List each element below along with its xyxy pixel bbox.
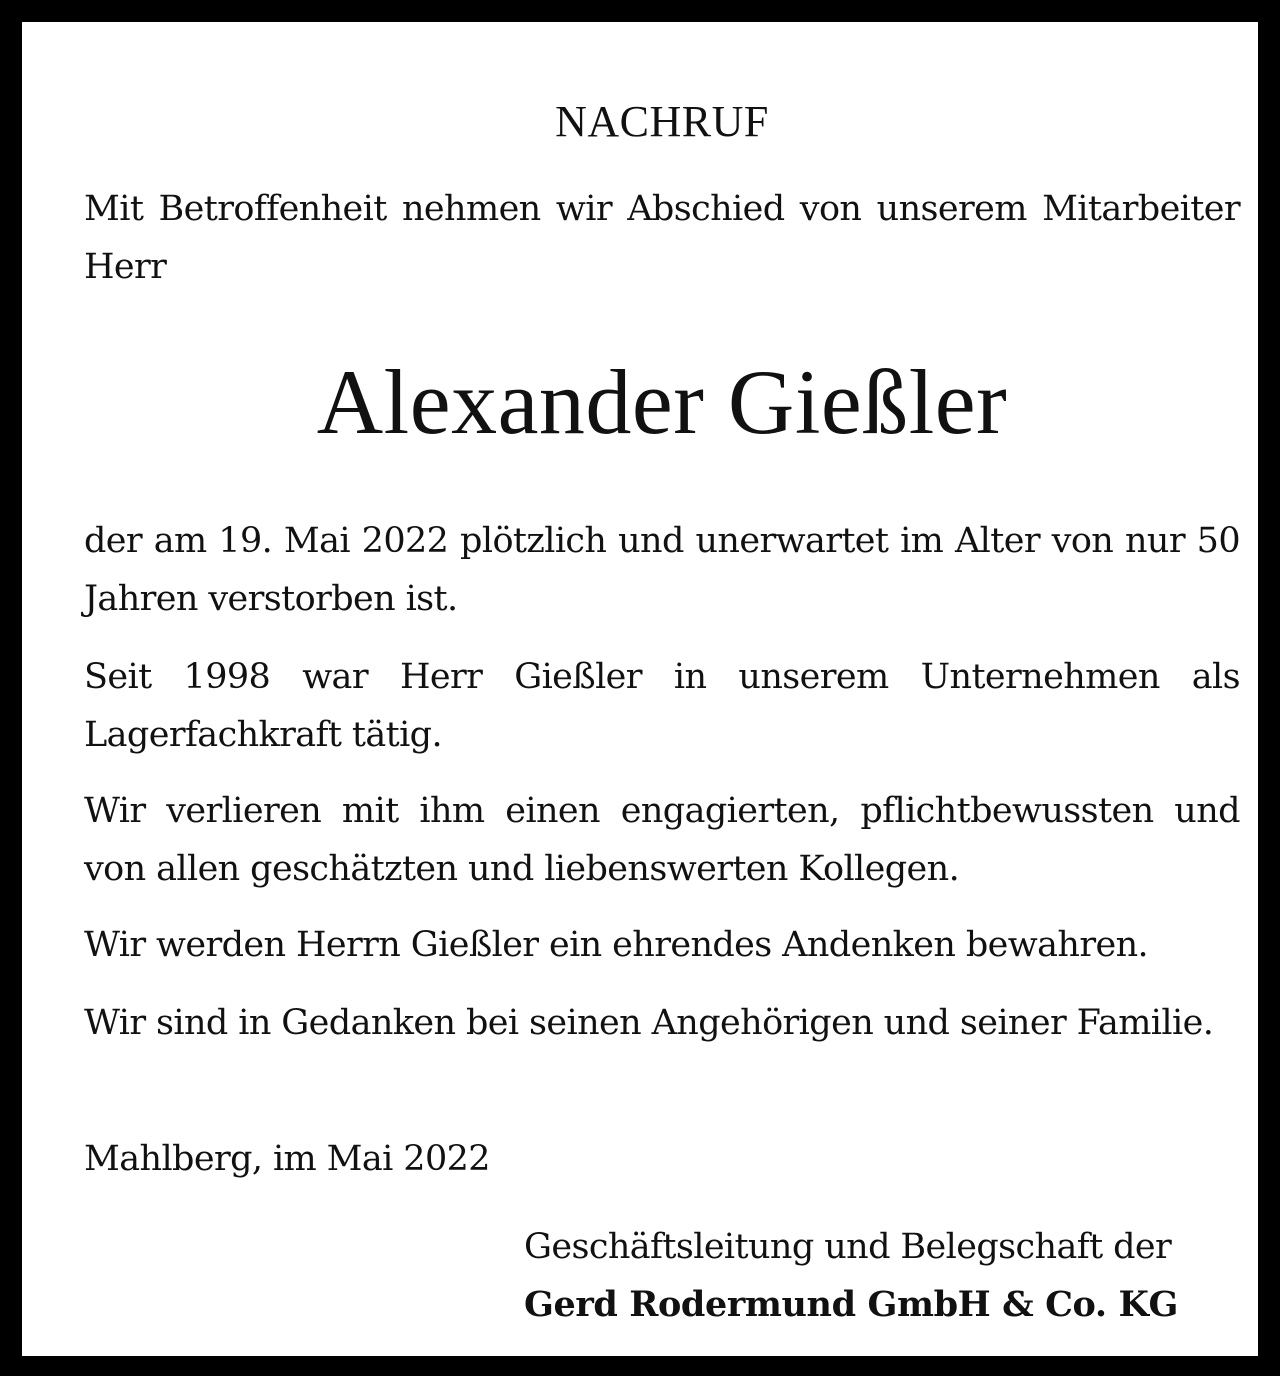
place-date: Mahlberg, im Mai 2022 <box>84 1139 490 1179</box>
notice-heading: NACHRUF <box>555 97 769 146</box>
signature-block <box>524 1218 1240 1334</box>
deceased-name: Alexander Gießler <box>316 351 1008 453</box>
signature-line: Geschäftsleitung und Belegschaft der <box>524 1227 1172 1267</box>
tribute-paragraph: Wir verlieren mit ihm einen engagierten, pflichtbewussten und von allen geschätzten und liebenswerten Kollegen. <box>84 791 1240 889</box>
death-details-paragraph: der am 19. Mai 2022 plötzlich und unerwartet im Alter von nur 50 Jahren verstorben ist. <box>84 521 1240 619</box>
condolence-paragraph: Wir sind in Gedanken bei seinen Angehörigen und seiner Familie. <box>84 1003 1214 1043</box>
remembrance-paragraph: Wir werden Herrn Gießler ein ehrendes Andenken bewahren. <box>84 925 1149 965</box>
employment-paragraph: Seit 1998 war Herr Gießler in unserem Unternehmen als Lagerfachkraft tätig. <box>84 657 1240 755</box>
company-name: Gerd Rodermund GmbH & Co. KG <box>524 1284 1178 1325</box>
intro-text: Mit Betroffenheit nehmen wir Abschied von unserem Mitarbeiter Herr <box>84 189 1240 287</box>
